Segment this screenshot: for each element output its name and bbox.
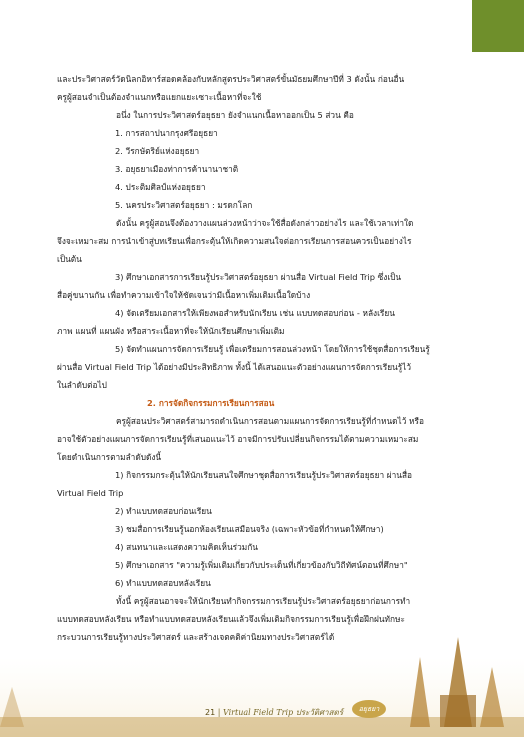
list-item: 4) สนทนาและแสดงความคิดเห็นร่วมกัน (115, 542, 258, 552)
paragraph-line: ครูผู้สอนจำเป็นต้องจำแนกหรือแยกแยะเซาะเนื้อหาที่จะใช้ (57, 92, 262, 102)
corner-decoration (472, 0, 524, 52)
paragraph-line: ในลำดับต่อไป (57, 380, 107, 390)
section-heading: 2. การจัดกิจกรรมการเรียนการสอน (147, 398, 275, 408)
paragraph-line: อาจใช้ตัวอย่างแผนการจัดการเรียนรู้ที่เสนอแนะไว้ อาจมีการปรับเปลี่ยนกิจกรรมได้ตามความเหมาะสม (57, 434, 419, 444)
paragraph-line: อนึ่ง ในการประวิศาสตร์อยุธยา ยังจำแนกเนื้อหาออกเป็น 5 ส่วน คือ (116, 110, 354, 120)
paragraph-line: สื่อคู่ขนานกัน เพื่อทำความเข้าใจให้ชัดเจนว่ามีเนื้อหาเพิ่มเติมเนื้อใดบ้าง (57, 290, 311, 300)
temple-illustration (0, 617, 524, 737)
list-item: 5) ศึกษาเอกสาร "ความรู้เพิ่มเติมเกี่ยวกับประเด็นที่เกี่ยวข้องกับวิถีทัศน์ตอนที่ศึกษา" (115, 560, 408, 570)
paragraph-line: โดยดำเนินการตามลำดับดังนี้ (57, 452, 162, 462)
paragraph-line: 5) จัดทำแผนการจัดการเรียนรู้ เพื่อเตรียมการสอนล่วงหน้า โดยให้การใช้ชุดสื่อการเรียนรู้ (115, 344, 430, 354)
paragraph-line: ภาพ แผนที่ แผนผัง หรือสาระเนื้อหาที่จะให้นักเรียนศึกษาเพิ่มเติม (57, 326, 285, 336)
paragraph-line: เป็นต้น (57, 254, 82, 264)
paragraph-line: กระบวนการเรียนรู้ทางประวิศาสตร์ และสร้างเจตคติค่านิยมทางประวิศาสตร์ได้ (57, 632, 335, 642)
footer-badge: อยุธยา (352, 700, 386, 718)
list-item: 2) ทำแบบทดสอบก่อนเรียน (115, 506, 212, 516)
paragraph-line: 4) จัดเตรียมเอกสารให้เพียงพอสำหรับนักเรียน เช่น แบบทดสอบก่อน - หลังเรียน (115, 308, 395, 318)
list-item: 3) ชมสื่อการเรียนรู้นอกห้องเรียนเสมือนจริง (เฉพาะหัวข้อที่กำหนดให้ศึกษา) (115, 524, 384, 534)
footer-caption (205, 706, 343, 719)
document-body (57, 70, 476, 646)
footer (0, 617, 524, 737)
footer-title: Virtual Field Trip ประวัติศาสตร์ (222, 708, 343, 717)
list-item: 2. วีรกษัตริย์แห่งอยุธยา (115, 146, 200, 156)
paragraph-line: ครูผู้สอนประวิศาสตร์สามารถดำเนินการสอนตามแผนการจัดการเรียนรู้ที่กำหนดไว้ หรือ (116, 416, 424, 426)
footer-separator: | (217, 708, 221, 717)
paragraph-line: ผ่านสื่อ Virtual Field Trip ได้อย่างมีประสิทธิภาพ ทั้งนี้ ได้เสนอแนะตัวอย่างแผนการจัดการเรียนรู้ไว้ (57, 362, 412, 372)
paragraph-line: 3) ศึกษาเอกสารการเรียนรู้ประวิศาสตร์อยุธยา ผ่านสื่อ Virtual Field Trip ซึ่งเป็น (115, 272, 402, 282)
paragraph-line: 1) กิจกรรมกระตุ้นให้นักเรียนสนใจศึกษาชุดสื่อการเรียนรู้ประวิศาสตร์อยุธยา ผ่านสื่อ (115, 470, 413, 480)
paragraph-line: ดังนั้น ครูผู้สอนจึงต้องวางแผนล่วงหน้าว่าจะใช้สื่อดังกล่าวอย่างไร และใช้เวลาเท่าใด (116, 218, 414, 228)
paragraph-line: แบบทดสอบหลังเรียน หรือทำแบบทดสอบหลังเรียนแล้วจึงเพิ่มเติมกิจกรรมการเรียนรู้เพื่อฝึกฝนทักษะ (57, 614, 405, 624)
paragraph-line: ทั้งนี้ ครูผู้สอนอาจจะให้นักเรียนทำกิจกรรมการเรียนรู้ประวิศาสตร์อยุธยาก่อนการทำ (116, 596, 411, 606)
list-item: 3. อยุธยาเมืองท่าการค้านานาชาติ (115, 164, 239, 174)
paragraph-line: จึงจะเหมาะสม การนำเข้าสู่บทเรียนเพื่อกระตุ้นให้เกิดความสนใจต่อการเรียนการสอนควรเป็นอย่างไร (57, 236, 412, 246)
list-item: 1. การสถาปนากรุงศรีอยุธยา (115, 128, 218, 138)
paragraph-line: และประวิศาสตร์วัดนิลกอิหาร์สอดคล้องกับหลักสูตรประวิศาสตร์ขั้นมัธยมศึกษาปีที่ 3 ดังนั้น ก่อนอื่น (57, 74, 405, 84)
paragraph-line: Virtual Field Trip (57, 488, 124, 498)
list-item: 6) ทำแบบทดสอบหลังเรียน (115, 578, 211, 588)
list-item: 4. ประติมศิลป์แห่งอยุธยา (115, 182, 206, 192)
list-item: 5. นครประวิศาสตร์อยุธยา : มรดกโลก (115, 200, 253, 210)
page-number: 21 (205, 708, 216, 717)
